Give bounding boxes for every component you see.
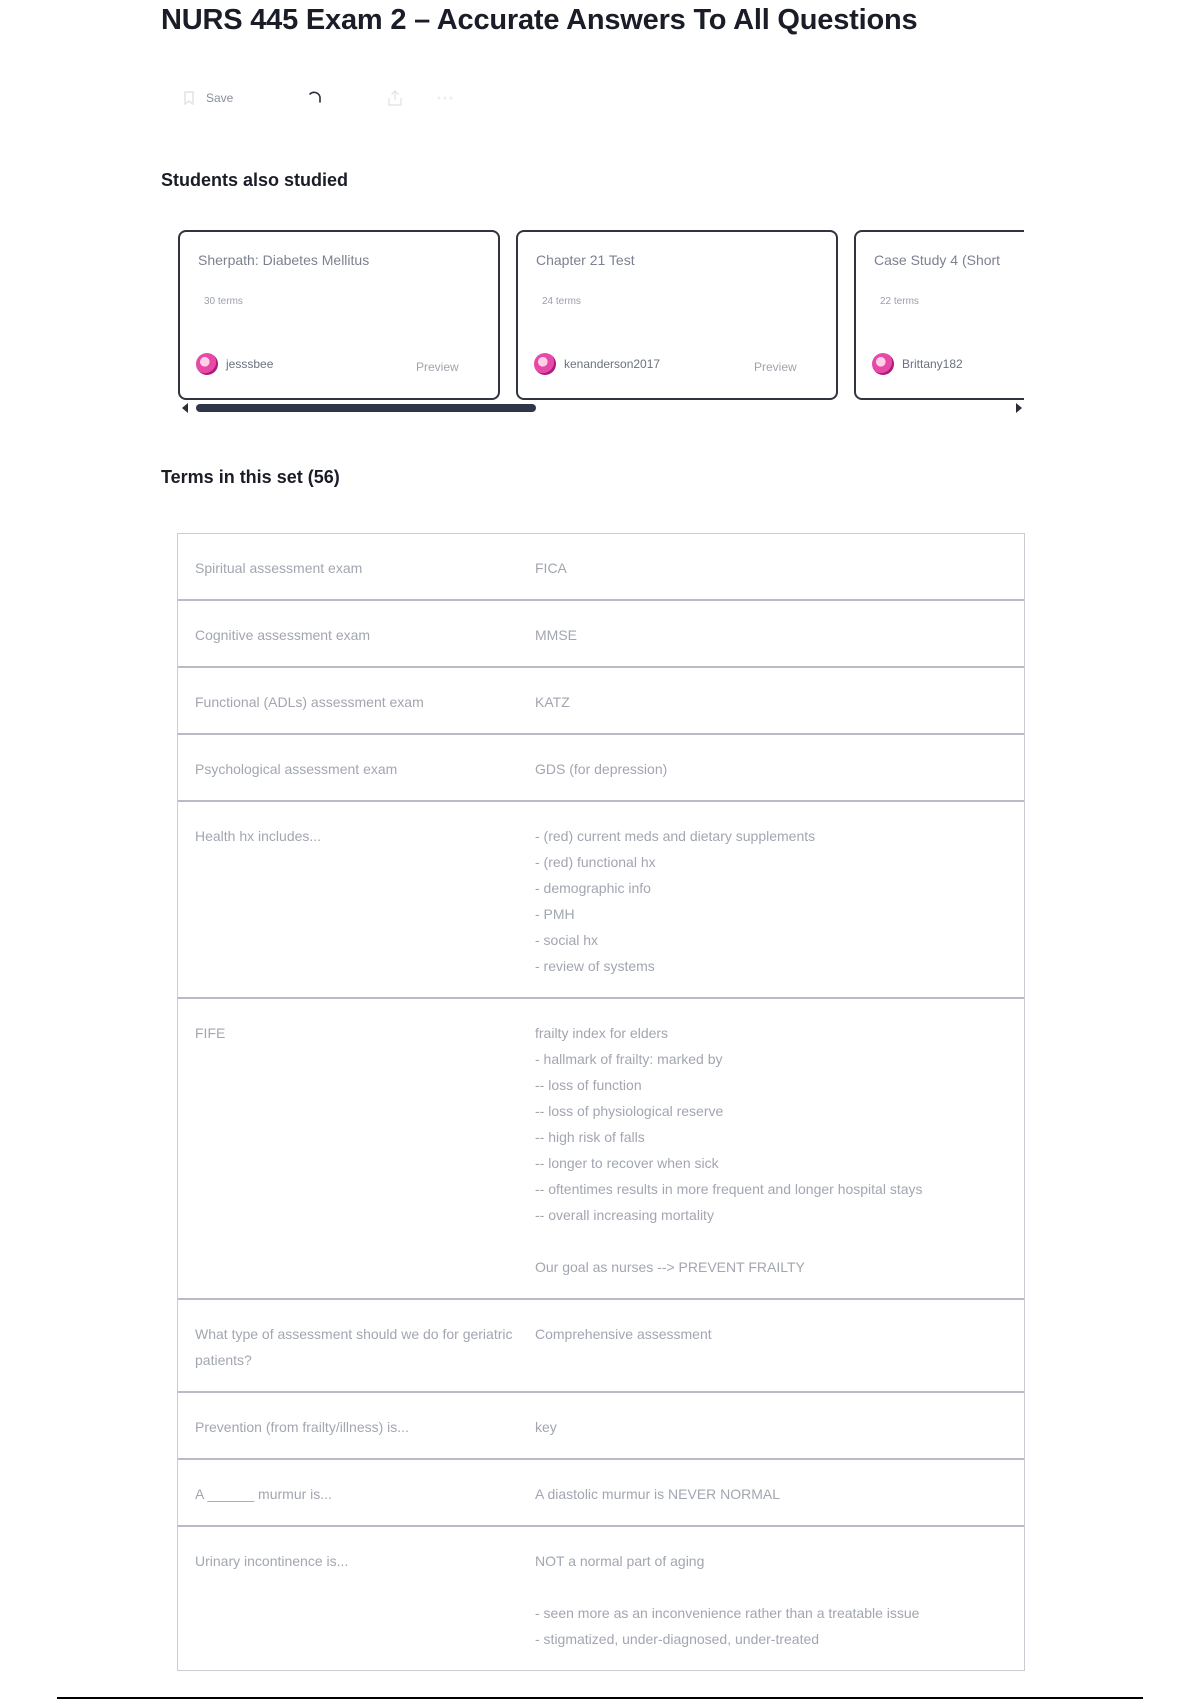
definition-text: FICA [535, 560, 567, 576]
term-text: Functional (ADLs) assessment exam [195, 694, 424, 710]
table-row [178, 802, 1024, 999]
table-row [178, 534, 1024, 601]
card-author[interactable] [534, 353, 660, 375]
scrollbar-thumb[interactable] [196, 404, 536, 412]
card-username: jesssbee [226, 357, 274, 371]
term-text: Cognitive assessment exam [195, 627, 371, 643]
card-preview-button[interactable]: Preview [416, 360, 459, 374]
study-set-card[interactable] [854, 230, 1024, 400]
card-title: Case Study 4 (Short [874, 252, 1001, 268]
term-text: A ______ murmur is... [195, 1486, 332, 1502]
terms-heading: Terms in this set (56) [161, 467, 340, 487]
study-set-card[interactable] [178, 230, 500, 400]
definition-text: NOT a normal part of aging - seen more as an inconvenience rather than a treatable issue - stigmatized, under-diagnosed, under-treated [535, 1553, 920, 1647]
definition-text: key [535, 1419, 557, 1435]
scroll-left-icon[interactable] [182, 403, 188, 413]
set-actions-toolbar [178, 84, 233, 112]
term-text: FIFE [195, 1025, 226, 1041]
share-icon[interactable] [384, 87, 406, 109]
table-row [178, 601, 1024, 668]
definition-text: frailty index for elders - hallmark of frailty: marked by -- loss of function -- loss of physiological reserve -- high risk of falls -- longer to recover when sick -- oftentimes results in more frequent and longer hospital stays -- overall increasing mortality Our goal as nurses --> PREVENT FRAILTY [535, 1025, 923, 1275]
loading-spinner-icon [304, 87, 326, 109]
term-text: Psychological assessment exam [195, 761, 398, 777]
avatar [872, 353, 894, 375]
terms-table [177, 533, 1025, 1671]
definition-text: A diastolic murmur is NEVER NORMAL [535, 1486, 781, 1502]
table-row [178, 1393, 1024, 1460]
term-text: Prevention (from frailty/illness) is... [195, 1419, 409, 1435]
definition-text: MMSE [535, 627, 577, 643]
save-button[interactable] [178, 87, 233, 109]
card-title: Chapter 21 Test [536, 252, 635, 268]
table-row [178, 999, 1024, 1300]
definition-text: - (red) current meds and dietary supplements - (red) functional hx - demographic info - PMH - social hx - review of systems [535, 828, 816, 974]
save-label: Save [206, 91, 234, 105]
card-term-count: 22 terms [880, 296, 919, 307]
definition-text: KATZ [535, 694, 570, 710]
card-title: Sherpath: Diabetes Mellitus [198, 252, 370, 268]
students-also-studied-heading: Students also studied [161, 170, 349, 190]
term-text: Urinary incontinence is... [195, 1553, 349, 1569]
card-term-count: 24 terms [542, 296, 581, 307]
carousel-scrollbar[interactable] [178, 402, 1024, 414]
study-sets-carousel [178, 230, 1024, 402]
term-text: What type of assessment should we do for geriatric patients? [195, 1326, 513, 1368]
study-set-card[interactable] [516, 230, 838, 400]
card-username: kenanderson2017 [564, 357, 661, 371]
card-preview-button[interactable]: Preview [754, 360, 797, 374]
term-text: Health hx includes... [195, 828, 322, 844]
definition-text: Comprehensive assessment [535, 1326, 712, 1342]
definition-text: GDS (for depression) [535, 761, 668, 777]
bookmark-icon [178, 87, 200, 109]
scroll-right-icon[interactable] [1016, 403, 1022, 413]
table-row [178, 1300, 1024, 1393]
table-row [178, 668, 1024, 735]
table-row [178, 1460, 1024, 1527]
card-author[interactable] [196, 353, 273, 375]
card-term-count: 30 terms [204, 296, 243, 307]
more-options-icon[interactable] [434, 87, 456, 109]
table-row [178, 735, 1024, 802]
table-row [178, 1527, 1024, 1670]
avatar [534, 353, 556, 375]
term-text: Spiritual assessment exam [195, 560, 363, 576]
page-bottom-divider [57, 1697, 1143, 1699]
page-title: NURS 445 Exam 2 – Accurate Answers To All Questions [161, 4, 918, 36]
card-username: Brittany182 [902, 357, 963, 371]
card-author[interactable] [872, 353, 963, 375]
avatar [196, 353, 218, 375]
